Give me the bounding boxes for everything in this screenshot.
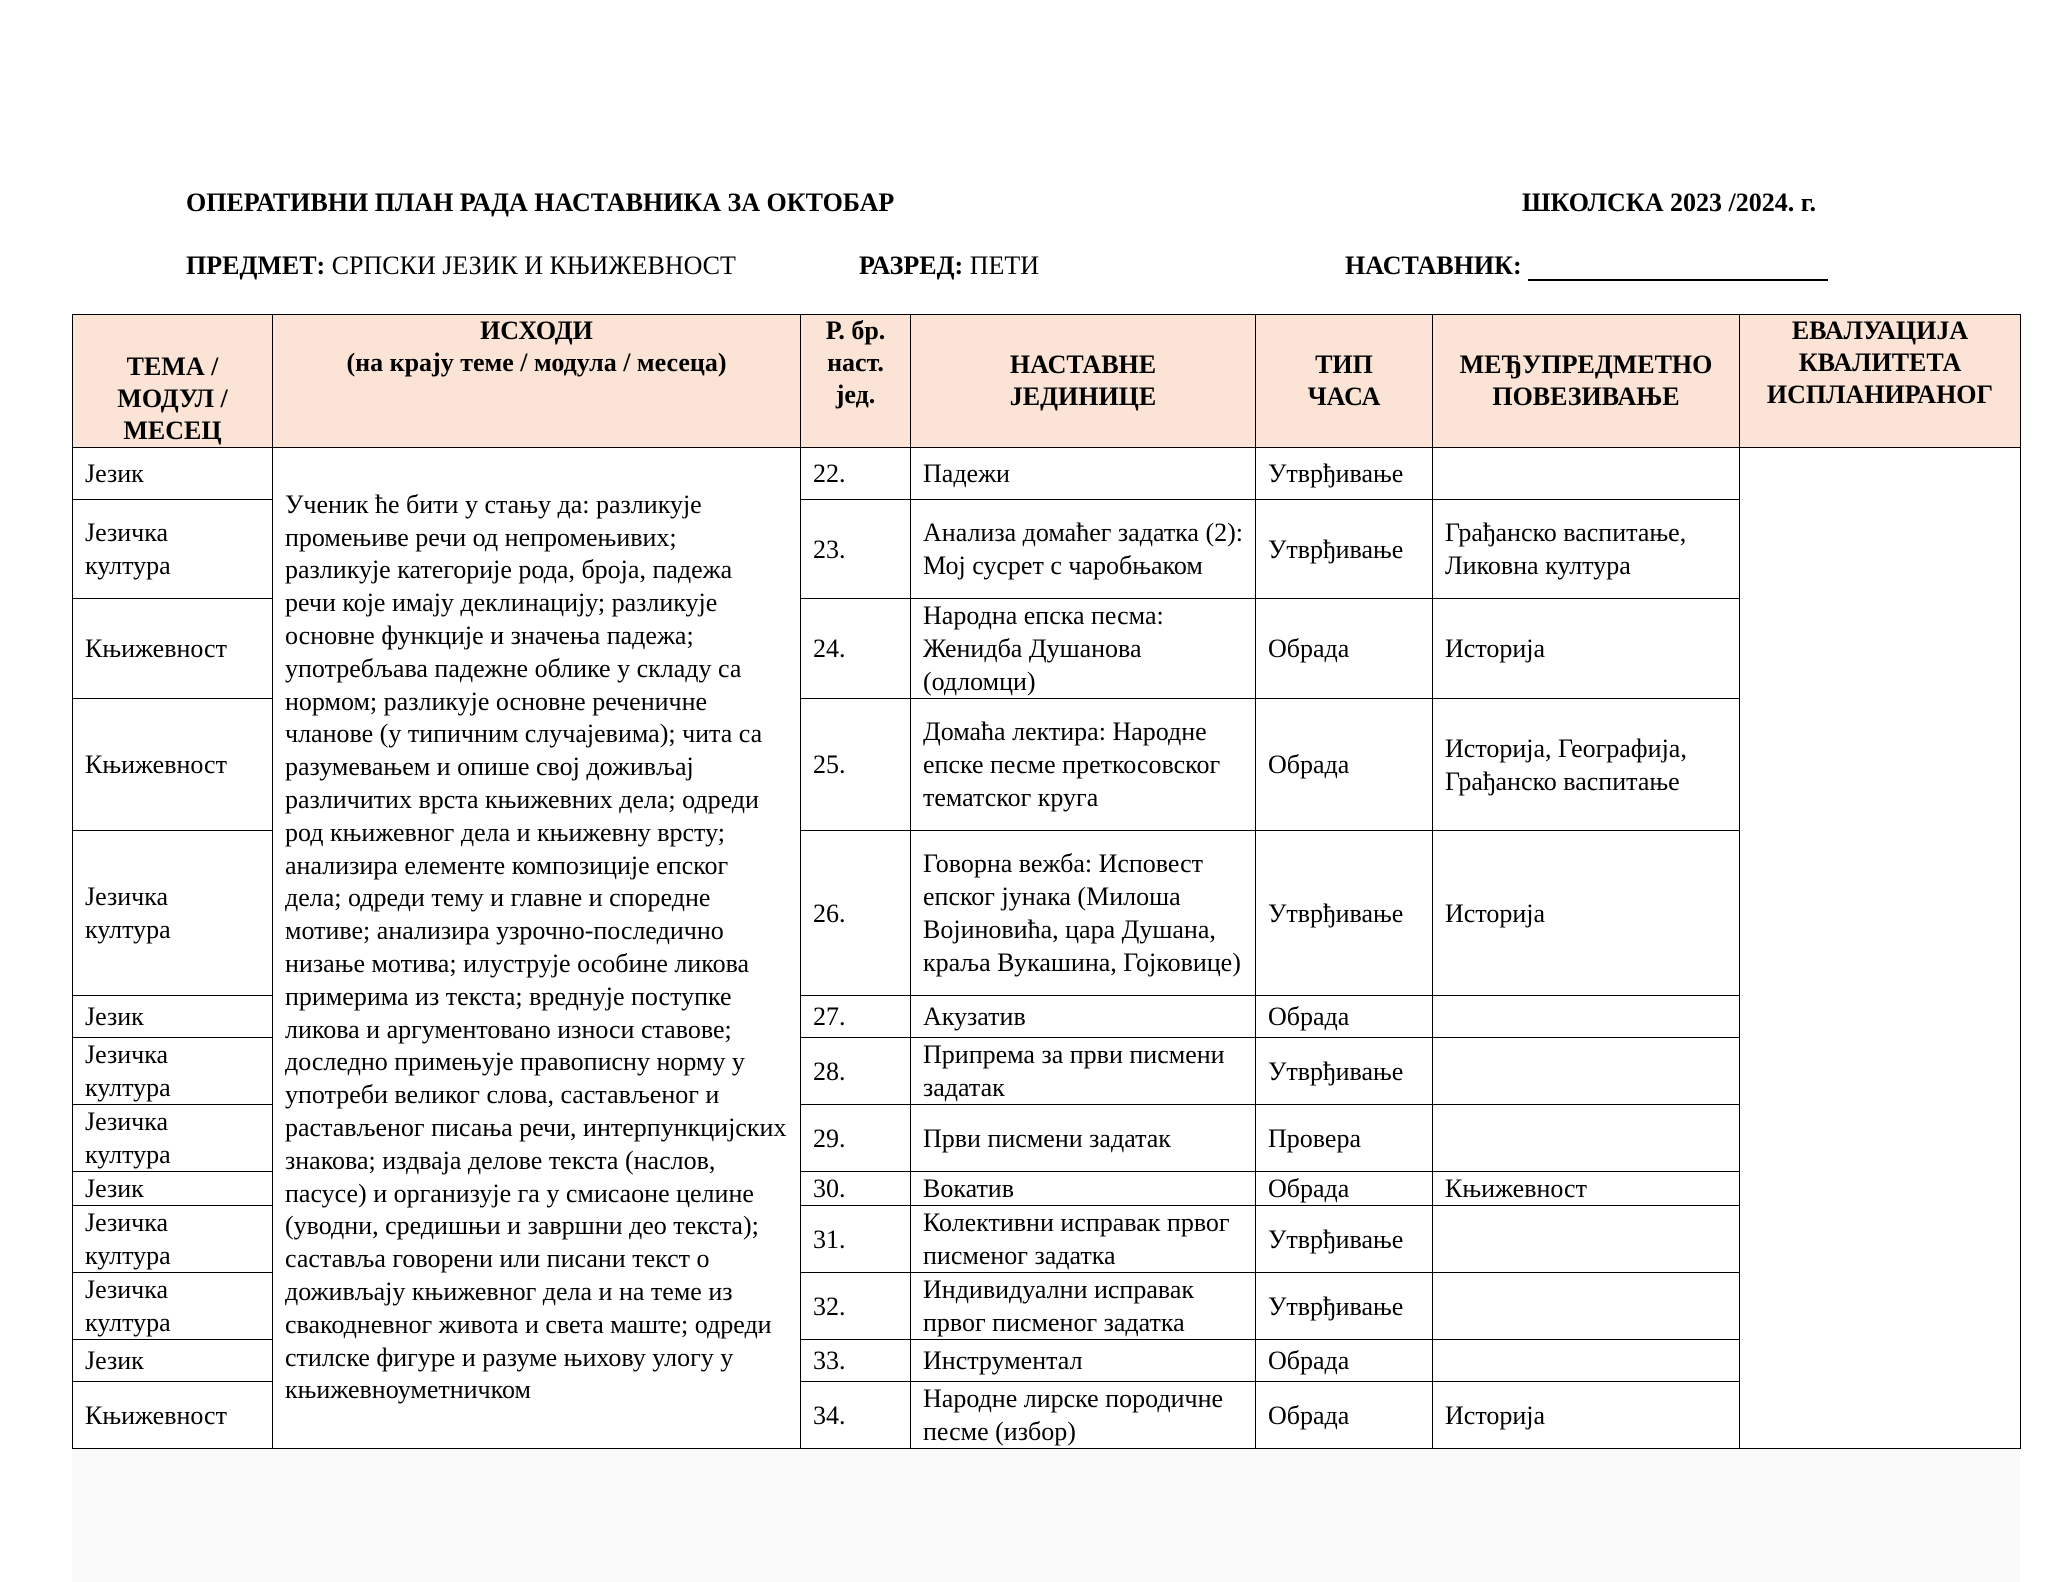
row-unit: Анализа домаћег задатка (2): Мој сусрет с чаробњаком	[911, 500, 1256, 599]
row-number: 25.	[801, 699, 911, 831]
row-unit: Инструментал	[911, 1340, 1256, 1382]
grade-label: РАЗРЕД:	[859, 251, 964, 280]
teacher-blank-line	[1528, 253, 1828, 281]
row-correlation	[1433, 448, 1740, 500]
row-unit: Акузатив	[911, 996, 1256, 1038]
evaluation-cell	[1740, 448, 2021, 1449]
table-header-row	[73, 315, 2021, 448]
row-correlation: Грађанско васпитање, Ликовна култура	[1433, 500, 1740, 599]
row-number: 28.	[801, 1038, 911, 1105]
outcomes-title: ИСХОДИ	[480, 316, 593, 345]
grade-line	[859, 251, 1039, 281]
row-correlation	[1433, 1206, 1740, 1273]
school-year: ШКОЛСКА 2023 /2024. г.	[1522, 188, 1817, 217]
row-unit: Први писмени задатак	[911, 1105, 1256, 1172]
row-correlation: Историја	[1433, 599, 1740, 699]
table-row	[73, 448, 2021, 500]
page-bottom-shade	[72, 1448, 2020, 1582]
row-unit: Колективни исправак првог писменог задатка	[911, 1206, 1256, 1273]
row-topic: Језик	[73, 1340, 273, 1382]
row-correlation: Историја, Географија, Грађанско васпитање	[1433, 699, 1740, 831]
row-number: 23.	[801, 500, 911, 599]
row-number: 24.	[801, 599, 911, 699]
col-header-topic: ТЕМА / МОДУЛ / МЕСЕЦ	[73, 315, 273, 448]
row-type: Обрада	[1256, 1340, 1433, 1382]
row-correlation: Књижевност	[1433, 1172, 1740, 1206]
row-unit: Припрема за први писмени задатак	[911, 1038, 1256, 1105]
row-correlation: Историја	[1433, 1382, 1740, 1449]
row-unit: Говорна вежба: Исповест епског јунака (Милоша Војиновића, цара Душана, краља Вукашина, Гојковице)	[911, 831, 1256, 996]
row-topic: Књижевност	[73, 599, 273, 699]
row-correlation: Историја	[1433, 831, 1740, 996]
subject-line	[186, 251, 736, 281]
col-header-type: ТИП ЧАСА	[1256, 315, 1433, 448]
subject-value: СРПСКИ ЈЕЗИК И КЊИЖЕВНОСТ	[331, 251, 736, 280]
row-type: Обрада	[1256, 996, 1433, 1038]
col-header-correlation: МЕЂУПРЕДМЕТНО ПОВЕЗИВАЊЕ	[1433, 315, 1740, 448]
col-header-units: НАСТАВНЕ ЈЕДИНИЦЕ	[911, 315, 1256, 448]
teacher-label: НАСТАВНИК:	[1345, 251, 1522, 280]
teacher-line	[1345, 251, 1828, 281]
row-number: 27.	[801, 996, 911, 1038]
col-header-outcomes	[273, 315, 801, 448]
row-topic: Језичка култура	[73, 831, 273, 996]
row-correlation	[1433, 996, 1740, 1038]
grade-value: ПЕТИ	[969, 251, 1040, 280]
row-number: 33.	[801, 1340, 911, 1382]
row-topic: Језичка култура	[73, 1038, 273, 1105]
plan-table	[72, 314, 2021, 1449]
row-topic: Језик	[73, 448, 273, 500]
row-number: 30.	[801, 1172, 911, 1206]
row-type: Обрада	[1256, 1382, 1433, 1449]
outcomes-subtitle: (на крају теме / модула / месеца)	[346, 348, 727, 377]
row-correlation	[1433, 1273, 1740, 1340]
row-number: 29.	[801, 1105, 911, 1172]
row-type: Утврђивање	[1256, 831, 1433, 996]
document-title: ОПЕРАТИВНИ ПЛАН РАДА НАСТАВНИКА ЗА ОКТОБАР	[186, 188, 895, 217]
row-correlation	[1433, 1340, 1740, 1382]
subject-label: ПРЕДМЕТ:	[186, 251, 326, 280]
row-topic: Језик	[73, 1172, 273, 1206]
row-unit: Домаћа лектира: Народне епске песме преткосовског тематског круга	[911, 699, 1256, 831]
row-unit: Индивидуални исправак првог писменог задатка	[911, 1273, 1256, 1340]
row-topic: Језичка култура	[73, 1105, 273, 1172]
row-number: 22.	[801, 448, 911, 500]
row-unit: Народна епска песма: Женидба Душанова (одломци)	[911, 599, 1256, 699]
row-topic: Језичка култура	[73, 1206, 273, 1273]
row-type: Обрада	[1256, 1172, 1433, 1206]
row-unit: Вокатив	[911, 1172, 1256, 1206]
row-unit: Падежи	[911, 448, 1256, 500]
row-type: Провера	[1256, 1105, 1433, 1172]
col-header-number: Р. бр. наст. јед.	[801, 315, 911, 448]
row-topic: Језичка култура	[73, 500, 273, 599]
row-number: 32.	[801, 1273, 911, 1340]
row-type: Обрада	[1256, 699, 1433, 831]
row-type: Обрада	[1256, 599, 1433, 699]
row-correlation	[1433, 1038, 1740, 1105]
row-type: Утврђивање	[1256, 500, 1433, 599]
row-topic: Књижевност	[73, 699, 273, 831]
row-type: Утврђивање	[1256, 1273, 1433, 1340]
outcomes-cell: Ученик ће бити у стању да: разликује промењиве речи од непромењивих; разликује категорије рода, броја, падежа речи које имају деклинацију; разликује основне функције и значења падежа; употребљава падежне облике у складу са нормом; разликује основне реченичне чланове (у типичним случајевима); чита са разумевањем и опише свој доживљај различитих врста књижевних дела; одреди род књижевног дела и књижевну врсту; анализира елементе композиције епског дела; одреди тему и главне и споредне мотиве; анализира узрочно-последично низање мотива; илуструје особине ликова примерима из текста; вреднује поступке ликова и аргументовано износи ставове; доследно примењује правописну норму у употреби великог слова, састављеног и растављеног писања речи, интерпункцијских знакова; издваја делове текста (наслов, пасусе) и организује га у смисаоне целине (уводни, средишњи и завршни део текста); саставља говорени или писани текст о доживљају књижевног дела и на теме из свакодневног живота и света маште; одреди стилске фигуре и разуме њихову улогу у књижевноуметничком	[273, 448, 801, 1449]
row-unit: Народне лирске породичне песме (избор)	[911, 1382, 1256, 1449]
col-header-evaluation: ЕВАЛУАЦИЈА КВАЛИТЕТА ИСПЛАНИРАНОГ	[1740, 315, 2021, 448]
row-number: 34.	[801, 1382, 911, 1449]
row-number: 26.	[801, 831, 911, 996]
row-type: Утврђивање	[1256, 448, 1433, 500]
row-type: Утврђивање	[1256, 1206, 1433, 1273]
row-topic: Језик	[73, 996, 273, 1038]
row-type: Утврђивање	[1256, 1038, 1433, 1105]
row-topic: Књижевност	[73, 1382, 273, 1449]
row-correlation	[1433, 1105, 1740, 1172]
row-topic: Језичка култура	[73, 1273, 273, 1340]
row-number: 31.	[801, 1206, 911, 1273]
